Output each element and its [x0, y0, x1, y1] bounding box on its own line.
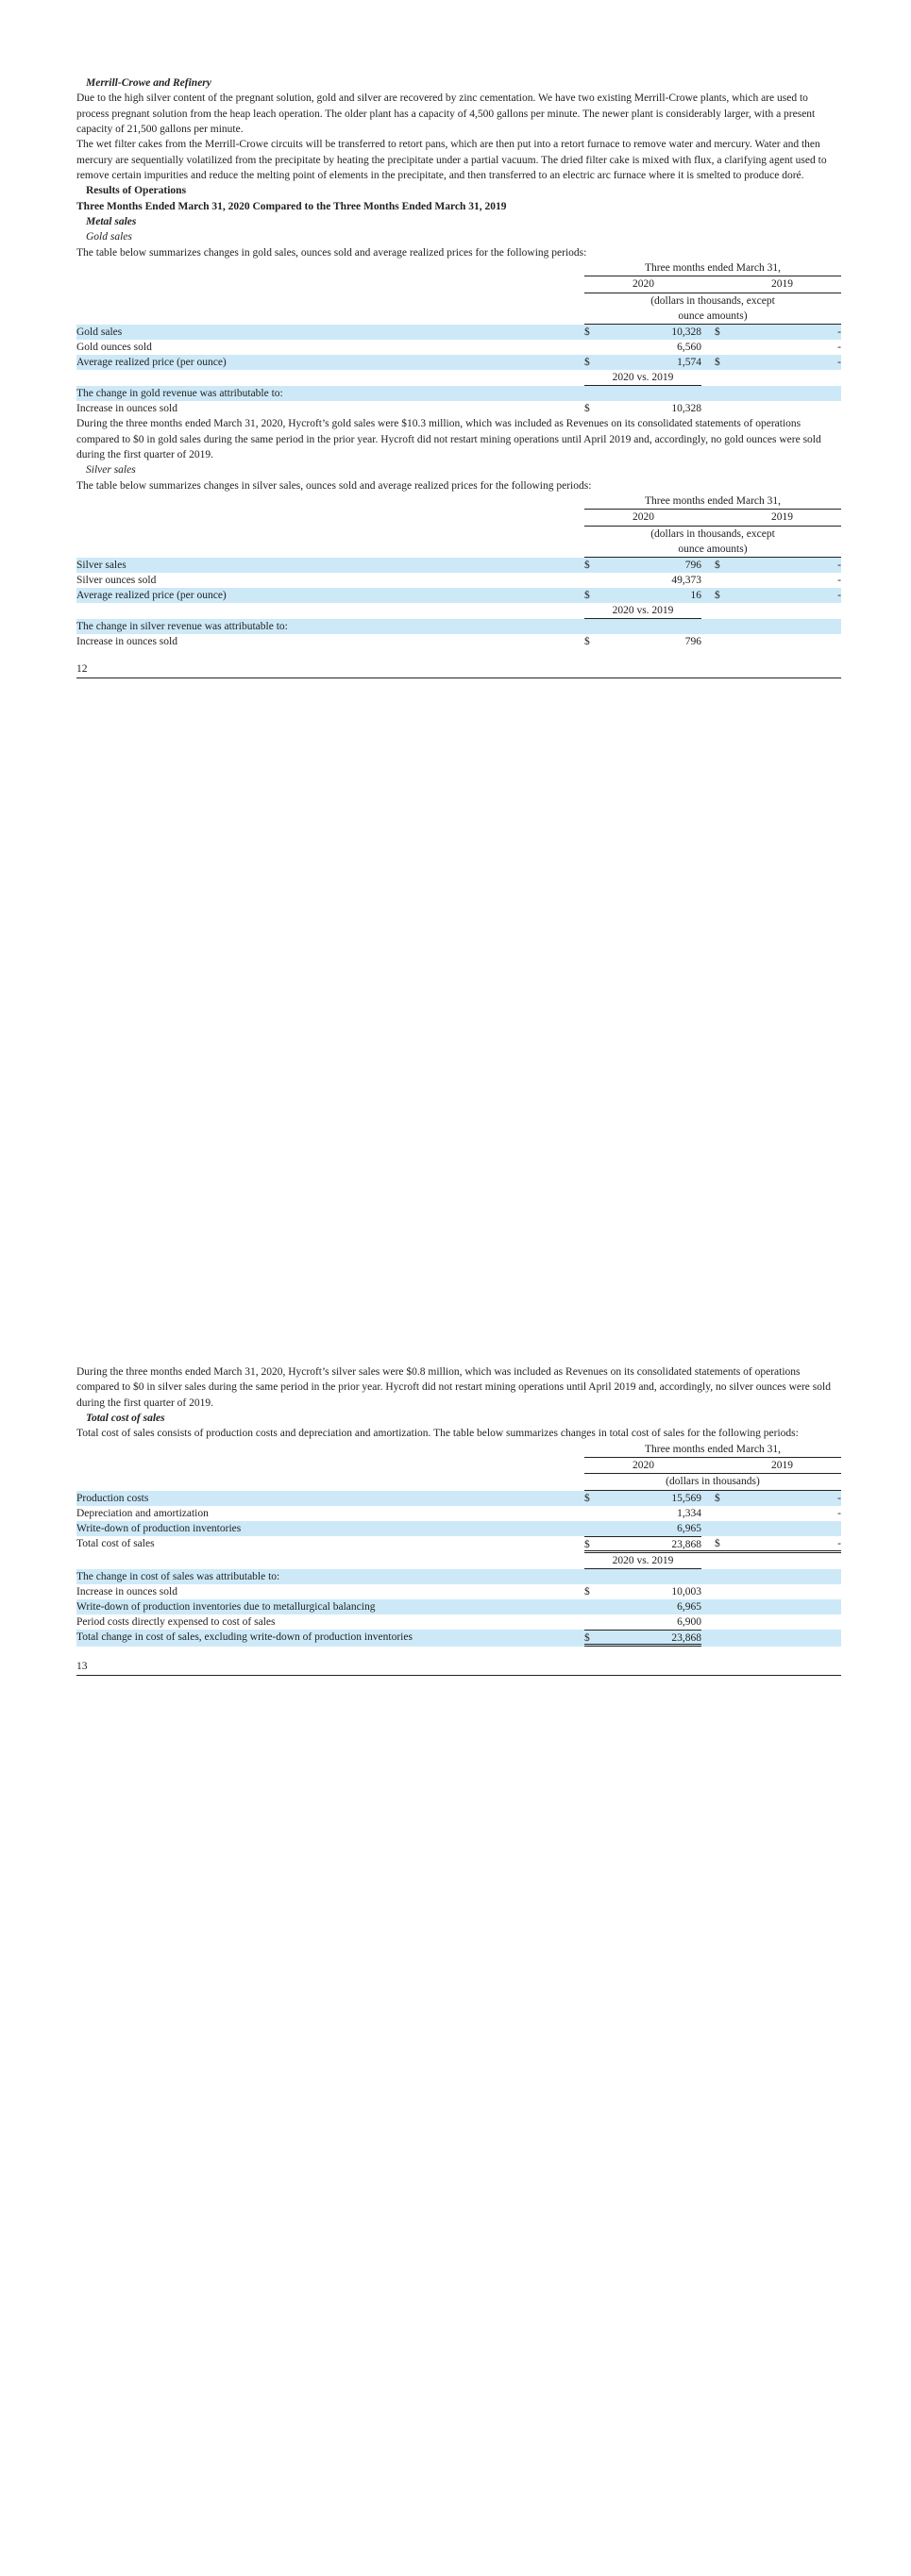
row-value-change: 10,003 — [671, 1585, 701, 1597]
gold-intro: The table below summarizes changes in gold sales, ounces sold and average realized prices for the following periods: — [76, 246, 587, 259]
gold-sales-heading: Gold sales — [86, 231, 132, 243]
silver-table-header — [76, 493, 841, 558]
row-label: Write-down of production inventories due to metallurgical balancing — [76, 1600, 376, 1613]
table-row — [76, 1614, 841, 1630]
row-label: Increase in ounces sold — [76, 403, 177, 415]
row-currency: $ — [584, 560, 590, 572]
gold-vs-header: 2020 vs. 2019 — [584, 370, 701, 386]
silver-table-period: Three months ended March 31, — [584, 493, 841, 510]
table-row — [76, 619, 841, 634]
attr-heading: The change in gold revenue was attributable to: — [76, 388, 283, 400]
row-value-2019: - — [734, 1536, 841, 1553]
row-currency: $ — [584, 636, 590, 648]
row-currency — [584, 1599, 598, 1614]
gold-paragraph: During the three months ended March 31, 2020, Hycroft’s gold sales were $10.3 million, which was included as Revenues on its consolidated statements of operations compared to $0 in gold sales during the same period in the prior year. Hycroft did not restart mining operations until April 2019 and, accordingly, no gold ounces were sold during the first quarter of 2019. — [76, 418, 821, 460]
row-currency: $ — [584, 1630, 598, 1647]
silver-year-2019: 2019 — [771, 511, 793, 524]
row-value-2019: - — [837, 326, 841, 339]
table-row — [76, 325, 841, 340]
table-row — [76, 1569, 841, 1584]
row-label: Silver sales — [76, 560, 127, 572]
section-title-merrill-crowe: Merrill-Crowe and Refinery — [86, 77, 211, 89]
row-label: Total change in cost of sales, excluding write-down of production inventories — [76, 1631, 413, 1643]
row-value-2020: 6,560 — [677, 342, 701, 354]
row-currency: $ — [584, 1536, 598, 1553]
page-number: 13 — [76, 1658, 841, 1676]
row-label: Write-down of production inventories — [76, 1522, 242, 1534]
cost-table-units: (dollars in thousands) — [584, 1474, 841, 1490]
row-value-2020: 796 — [684, 560, 701, 572]
table-row — [76, 1521, 841, 1536]
gold-table-units-1: (dollars in thousands, except — [650, 294, 775, 307]
row-value-2019: - — [837, 357, 841, 369]
row-value-change: 23,868 — [598, 1630, 701, 1647]
page-12 — [76, 75, 841, 678]
cost-year-2020: 2020 — [633, 1459, 654, 1471]
row-label: Production costs — [76, 1492, 149, 1504]
gold-table-years — [584, 276, 841, 293]
row-currency: $ — [584, 1585, 590, 1597]
row-currency: $ — [715, 357, 720, 369]
table-row — [76, 588, 841, 603]
row-label: Silver ounces sold — [76, 575, 157, 587]
row-currency: $ — [701, 1536, 734, 1553]
gold-year-2019: 2019 — [771, 278, 793, 291]
row-value-2020: 49,373 — [671, 575, 701, 587]
row-currency — [584, 340, 598, 355]
cost-table-header — [76, 1442, 841, 1491]
row-label: Average realized price (per ounce) — [76, 590, 227, 602]
row-value-2020: 1,334 — [677, 1507, 701, 1519]
row-label: Increase in ounces sold — [76, 1585, 177, 1597]
row-currency — [584, 1506, 598, 1521]
row-label: Period costs directly expensed to cost of sales — [76, 1615, 276, 1628]
row-value-2019: - — [837, 342, 841, 354]
row-currency: $ — [584, 326, 590, 339]
metal-sales-heading: Metal sales — [86, 215, 137, 227]
table-row — [76, 558, 841, 573]
cost-table-years — [584, 1458, 841, 1474]
row-label: Depreciation and amortization — [76, 1507, 209, 1519]
table-row — [76, 1599, 841, 1614]
silver-paragraph: During the three months ended March 31, 2020, Hycroft’s silver sales were $0.8 million, which was included as Revenues on its consolidated statements of operations compared to $0 in silver sales during the same period in the prior year. Hycroft did not restart mining operations until April 2019 and, accordingly, no silver ounces were sold during the first quarter of 2019. — [76, 1366, 831, 1409]
page-13 — [76, 1364, 841, 1676]
attr-heading: The change in cost of sales was attributable to: — [76, 1570, 280, 1582]
cost-year-2019: 2019 — [771, 1459, 793, 1471]
cost-table-period: Three months ended March 31, — [584, 1442, 841, 1458]
row-value-2019: - — [837, 575, 841, 587]
row-value-2020: 15,569 — [671, 1492, 701, 1504]
row-value-2019: - — [837, 1507, 841, 1519]
row-label: Gold ounces sold — [76, 342, 152, 354]
row-value-2019: - — [837, 1492, 841, 1504]
row-value-2019: - — [837, 590, 841, 602]
silver-table-units-1: (dollars in thousands, except — [650, 527, 775, 540]
row-currency: $ — [584, 1492, 590, 1504]
row-currency: $ — [715, 326, 720, 339]
total-cost-intro: Total cost of sales consists of production costs and depreciation and amortization. The table below summarizes changes in total cost of sales for the following periods: — [76, 1428, 799, 1440]
gold-year-2020: 2020 — [633, 278, 654, 291]
row-value-2020: 16 — [690, 590, 701, 602]
row-value-2020: 6,965 — [677, 1522, 701, 1534]
row-currency — [701, 1506, 734, 1521]
row-label: Average realized price (per ounce) — [76, 357, 227, 369]
row-value-change: 6,900 — [677, 1615, 701, 1628]
period-heading: Three Months Ended March 31, 2020 Compared to the Three Months Ended March 31, 2019 — [76, 200, 507, 212]
row-currency: $ — [584, 590, 590, 602]
row-currency — [584, 1614, 598, 1630]
row-label: Total cost of sales — [76, 1537, 155, 1549]
row-label: Gold sales — [76, 326, 123, 339]
table-row — [76, 386, 841, 401]
silver-vs-header: 2020 vs. 2019 — [584, 603, 701, 619]
paragraph-merrill-crowe-1: Due to the high silver content of the pregnant solution, gold and silver are recovered by zinc cementation. We have two existing Merrill-Crowe plants, which are used to process pregnant solution from the heap leach operation. The older plant has a capacity of 4,500 gallons per minute. The newer plant is considerably larger, with a present capacity of 21,500 gallons per minute. — [76, 92, 816, 135]
row-currency — [584, 1521, 598, 1536]
silver-table-units-2: ounce amounts) — [584, 542, 841, 558]
paragraph-merrill-crowe-2: The wet filter cakes from the Merrill-Crowe circuits will be transferred to retort pans, which are then put into a retort furnace to remove water and mercury. Water and then mercury are sequentially volatilized from the precipitate by heating the precipitate under a partial vacuum. The dried filter cake is mixed with flux, a clarifying agent used to remove certain impurities and reduce the melting point of elements in the precipitate, and then transferred to an electric arc furnace where it is smelted to produce doré. — [76, 139, 827, 181]
silver-year-2020: 2020 — [633, 511, 654, 524]
table-row — [76, 401, 841, 416]
table-row — [76, 573, 841, 588]
row-currency: $ — [715, 1492, 720, 1504]
row-currency — [584, 573, 598, 588]
table-row-total — [76, 1630, 841, 1647]
cost-vs-header: 2020 vs. 2019 — [584, 1553, 701, 1569]
row-value-2020: 1,574 — [677, 357, 701, 369]
row-value-2019 — [734, 1521, 841, 1536]
table-row — [76, 1491, 841, 1506]
row-value-change: 796 — [684, 636, 701, 648]
gold-table-units-2: ounce amounts) — [584, 309, 841, 325]
row-currency — [701, 1521, 734, 1536]
gold-table-header — [76, 260, 841, 325]
table-row — [76, 1506, 841, 1521]
row-value-2020: 10,328 — [671, 326, 701, 339]
row-value-change: 6,965 — [677, 1600, 701, 1613]
gold-table-period: Three months ended March 31, — [584, 260, 841, 276]
silver-table-years — [584, 510, 841, 526]
table-row — [76, 634, 841, 649]
silver-sales-heading: Silver sales — [86, 464, 136, 477]
row-currency — [701, 573, 734, 588]
attr-heading: The change in silver revenue was attributable to: — [76, 621, 288, 633]
row-currency: $ — [715, 560, 720, 572]
row-value-2019: - — [837, 560, 841, 572]
row-value-change: 10,328 — [671, 403, 701, 415]
total-cost-of-sales-heading: Total cost of sales — [86, 1412, 165, 1424]
row-currency: $ — [584, 357, 590, 369]
results-heading: Results of Operations — [86, 185, 187, 197]
row-currency: $ — [584, 403, 590, 415]
page-number: 12 — [76, 661, 841, 678]
table-row-total — [76, 1536, 841, 1553]
silver-intro: The table below summarizes changes in silver sales, ounces sold and average realized prices for the following periods: — [76, 479, 592, 492]
row-value-2020: 23,868 — [598, 1536, 701, 1553]
table-row — [76, 1584, 841, 1599]
row-currency — [701, 340, 734, 355]
row-label: Increase in ounces sold — [76, 636, 177, 648]
table-row — [76, 340, 841, 355]
table-row — [76, 355, 841, 370]
row-currency: $ — [715, 590, 720, 602]
